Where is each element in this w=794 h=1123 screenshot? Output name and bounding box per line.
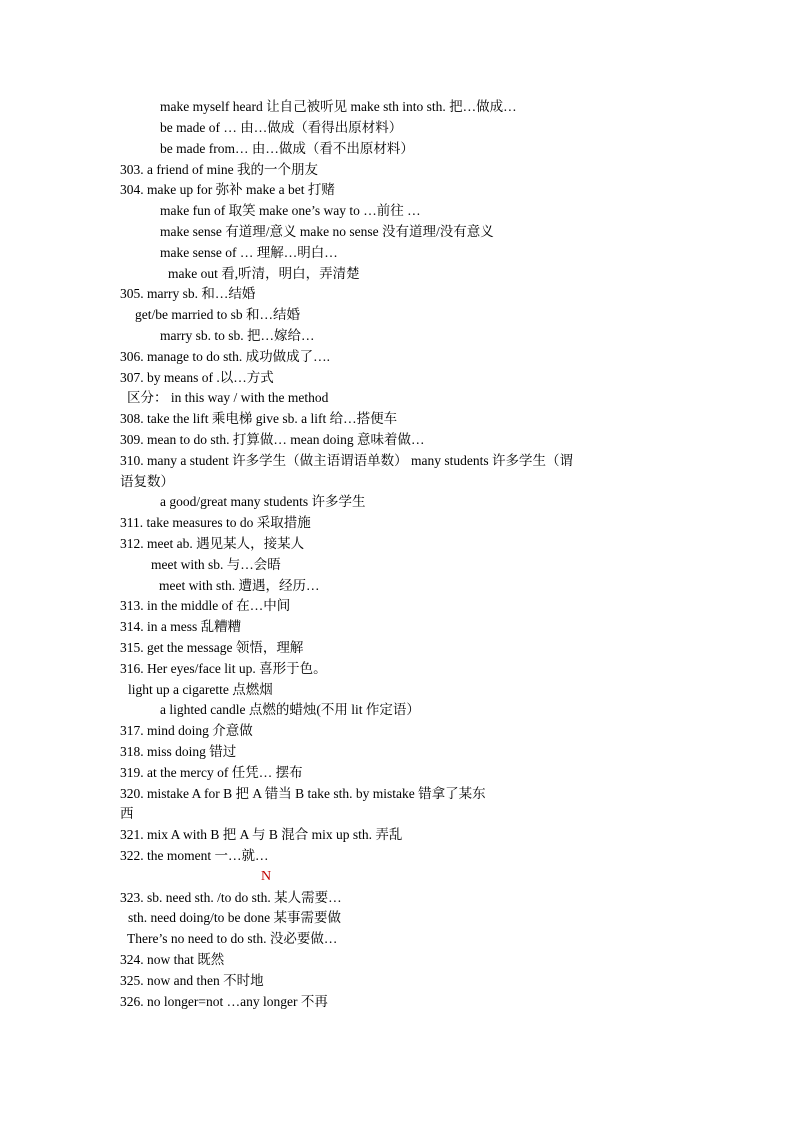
entry-324: 324. now that 既然 <box>120 952 225 967</box>
text-line: make fun of 取笑 make one’s way to …前往 … <box>160 203 421 218</box>
text-line: meet with sth. 遭遇，经历… <box>159 578 320 593</box>
text-line: meet with sb. 与…会晤 <box>151 557 281 572</box>
text-line: 语复数） <box>120 474 174 489</box>
entry-319: 319. at the mercy of 任凭… 摆布 <box>120 765 303 780</box>
section-heading: N <box>261 869 272 884</box>
entry-320: 320. mistake A for B 把 A 错当 B take sth. by mistake 错拿了某东 <box>120 786 486 801</box>
entry-312: 312. meet ab. 遇见某人，接某人 <box>120 536 305 551</box>
text-line: make out 看,听清，明白，弄清楚 <box>168 266 360 281</box>
entry-309: 309. mean to do sth. 打算做… mean doing 意味着做… <box>120 432 425 447</box>
entry-321: 321. mix A with B 把 A 与 B 混合 mix up sth. 弄乱 <box>120 827 403 842</box>
text-line: 区分： in this way / with the method <box>127 390 329 405</box>
text-line: light up a cigarette 点燃烟 <box>128 682 273 697</box>
text-line: get/be married to sb 和…结婚 <box>135 307 300 322</box>
text-line: sth. need doing/to be done 某事需要做 <box>128 910 341 925</box>
entry-322: 322. the moment 一…就… <box>120 848 269 863</box>
entry-313: 313. in the middle of 在…中间 <box>120 598 291 613</box>
entry-315: 315. get the message 领悟，理解 <box>120 640 304 655</box>
entry-310: 310. many a student 许多学生（做主语谓语单数） many students 许多学生（谓 <box>120 453 573 468</box>
entry-318: 318. miss doing 错过 <box>120 744 237 759</box>
entry-316: 316. Her eyes/face lit up. 喜形于色。 <box>120 661 327 676</box>
entry-325: 325. now and then 不时地 <box>120 973 264 988</box>
text-line: 西 <box>120 806 134 821</box>
text-line: a good/great many students 许多学生 <box>160 494 366 509</box>
entry-326: 326. no longer=not …any longer 不再 <box>120 994 328 1009</box>
text-line: make myself heard 让自己被听见 make sth into sth. 把…做成… <box>160 99 517 114</box>
entry-317: 317. mind doing 介意做 <box>120 723 253 738</box>
entry-303: 303. a friend of mine 我的一个朋友 <box>120 162 318 177</box>
entry-304: 304. make up for 弥补 make a bet 打赌 <box>120 182 335 197</box>
entry-306: 306. manage to do sth. 成功做成了…. <box>120 349 330 364</box>
text-line: marry sb. to sb. 把…嫁给… <box>160 328 315 343</box>
text-line: a lighted candle 点燃的蜡烛(不用 lit 作定语） <box>160 702 420 717</box>
text-line: make sense 有道理/意义 make no sense 没有道理/没有意义 <box>160 224 494 239</box>
entry-323: 323. sb. need sth. /to do sth. 某人需要… <box>120 890 342 905</box>
text-line: be made of … 由…做成（看得出原材料） <box>160 120 403 135</box>
text-line: There’s no need to do sth. 没必要做… <box>127 931 338 946</box>
entry-308: 308. take the lift 乘电梯 give sb. a lift 给…搭便车 <box>120 411 398 426</box>
entry-314: 314. in a mess 乱糟糟 <box>120 619 242 634</box>
text-line: be made from… 由…做成（看不出原材料） <box>160 141 414 156</box>
entry-307: 307. by means of .以…方式 <box>120 370 274 385</box>
entry-311: 311. take measures to do 采取措施 <box>120 515 311 530</box>
entry-305: 305. marry sb. 和…结婚 <box>120 286 256 301</box>
text-line: make sense of … 理解…明白… <box>160 245 338 260</box>
